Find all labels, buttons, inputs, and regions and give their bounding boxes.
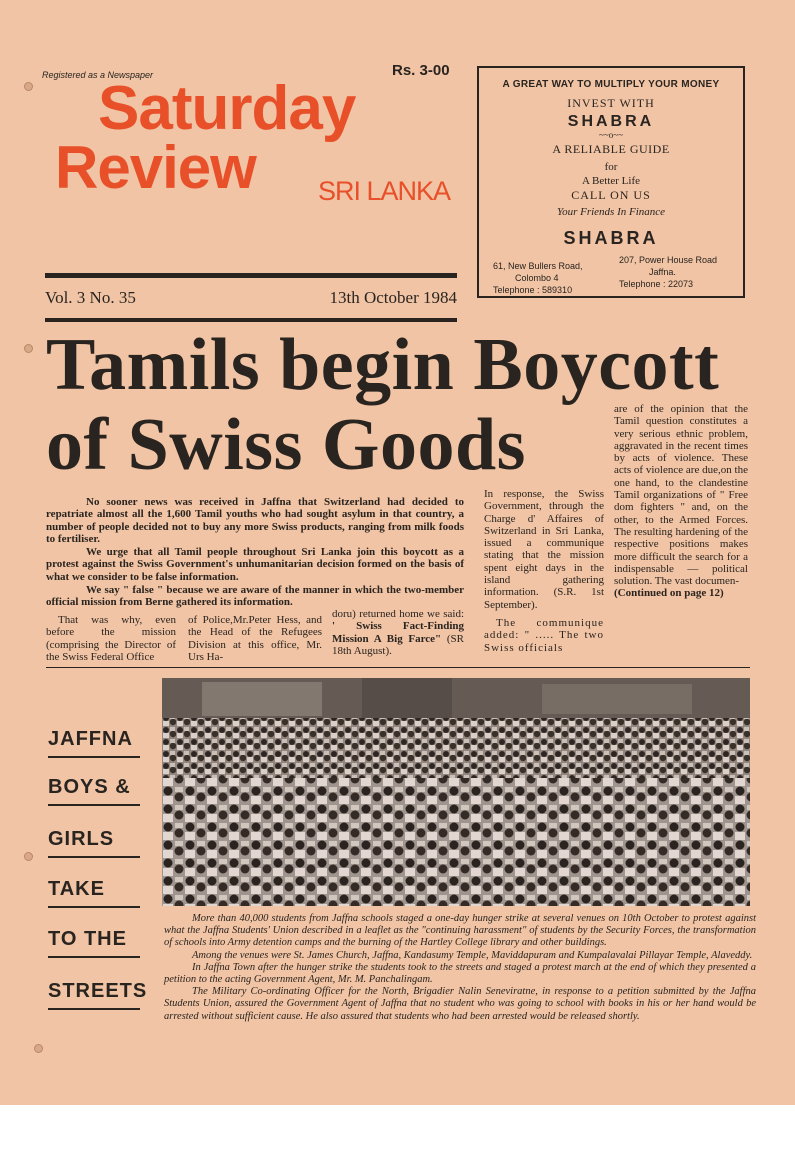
side-head-line: TAKE <box>48 878 105 900</box>
crowd-photo-graphic <box>162 678 750 906</box>
registered-notice: Registered as a Newspaper <box>42 70 154 80</box>
headline-line-1: Tamils begin Boycott <box>46 324 720 406</box>
issue-date: 13th October 1984 <box>329 288 457 307</box>
ad-guide: A RELIABLE GUIDE <box>552 142 670 156</box>
ad-call: CALL ON US <box>571 188 651 202</box>
ad-brand: SHABRA <box>567 113 655 130</box>
price: Rs. 3-00 <box>392 62 450 79</box>
continued-note: (Continued on page 12) <box>614 587 724 600</box>
volume-number: Vol. 3 No. 35 <box>45 288 136 307</box>
ad-friends: Your Friends In Finance <box>556 206 666 218</box>
story-column-5: are of the opinion that the Tamil question constitutes a very serious ethnic problem, aggravated in the recent times by acts of violence. These acts of violence are due,on the one hand, to the clandestine Tamil organizations of " Free dom fighters " and, on the other, to the Armed Forces. The resulting hardening of the respective positions makes more difficult the search for a indispensable — political solution. The vast documen- (Continued on page 12) <box>614 403 748 600</box>
lead-paragraph: No sooner news was received in Jaffna that Switzerland had decided to repatriate almost all the 1,600 Tamil youths who had sought asylum in that country, a number of people decided not to buy any more Swiss products, ranging from milk foods to fertiliser. <box>46 496 464 545</box>
story-column-4: In response, the Swiss Government, through the Charge d' Affaires of Switzerland in Sri Lanka, issued a communique stating that the mission spent eight days in the island gathering information. (S.R. 1st September). The communique added: " ..... The two Swiss officials <box>484 488 604 654</box>
side-head-line: STREETS <box>48 980 148 1002</box>
ad-invest: INVEST WITH <box>567 96 655 110</box>
lead-paragraph: We say " false " because we are aware of the manner in which the two-member official mission from Berne gathered its information. <box>46 584 464 609</box>
ad-tagline: A GREAT WAY TO MULTIPLY YOUR MONEY <box>502 79 720 90</box>
issue-rule <box>45 318 457 322</box>
masthead-country: SRI LANKA <box>318 176 451 206</box>
ad-brand-large: SHABRA <box>563 228 659 248</box>
student-protest-photo <box>162 678 750 906</box>
section-divider <box>46 667 750 668</box>
side-head-underline <box>48 906 140 908</box>
photo-caption <box>164 913 756 1023</box>
caption-paragraph: In Jaffna Town after the hunger strike the students took to the streets and staged a protest march at the end of which they presented a petition to the acting Government Agent, Mr. M. Panchalingam. <box>164 961 756 986</box>
punch-hole <box>24 82 33 91</box>
ad-ornament: ~~o~~ <box>599 130 623 140</box>
ad-for: for <box>604 161 618 173</box>
ad-better-life: A Better Life <box>581 175 641 187</box>
story-column-2: of Police,Mr.Peter Hess, and the Head of the Refugees Division at this office, Mr. Urs Ha- <box>188 614 322 663</box>
side-head-underline <box>48 856 140 858</box>
referenced-article-title: ' Swiss Fact-Finding Mission A Big Farce" <box>332 620 464 645</box>
side-head-line: TO THE <box>48 928 127 950</box>
shabra-advertisement <box>477 66 745 298</box>
lead-paragraphs <box>46 496 464 610</box>
side-head-underline <box>48 956 140 958</box>
side-head-underline <box>48 1008 140 1010</box>
ad-address-colombo: 61, New Bullers Road, Colombo 4 Telephone : 589310 <box>493 261 583 295</box>
side-head-line: GIRLS <box>48 828 115 850</box>
side-head-underline <box>48 756 140 758</box>
masthead-title-saturday: Saturday <box>98 74 356 143</box>
punch-hole <box>34 1044 43 1053</box>
caption-paragraph: More than 40,000 students from Jaffna schools staged a one-day hunger strike at several venues on 10th October to protest against what the Jaffna Students' Union described in a leaflet as the "continuing harassment" of students by the Security Forces, the transformation of schools into Army detention camps and the burning of the Hartley College library and other buildings. <box>164 913 756 949</box>
side-head-line: JAFFNA <box>48 728 133 750</box>
masthead-rule <box>45 273 457 278</box>
masthead-title-review: Review <box>55 134 256 201</box>
issue-line <box>45 288 457 308</box>
caption-paragraph: The Military Co-ordinating Officer for the North, Brigadier Nalin Seneviratne, in response to a petition submitted by the Jaffna Students Union, assured the Government Agent of Jaffna that no student who was going to school with books in his or her hand would be arrested without sufficient cause. He also assured that students who had been arrested would be released shortly. <box>164 986 756 1022</box>
punch-hole <box>24 852 33 861</box>
lead-paragraph: We urge that all Tamil people throughout Sri Lanka join this boycott as a protest against the Swiss Government's unhumanitarian decision formed on the basis of what we consider to be false information. <box>46 546 464 583</box>
side-head-line: BOYS & <box>48 776 131 798</box>
caption-paragraph: Among the venues were St. James Church, Jaffna, Kandasumy Temple, Maviddapuram and Kumpalavalai Pillayar Temple, Alaveddy. <box>192 949 753 961</box>
punch-hole <box>24 344 33 353</box>
story-column-3: doru) returned home we said: ' Swiss Fact-Finding Mission A Big Farce" (SR 18th August). <box>332 608 464 657</box>
ad-address-jaffna: 207, Power House Road Jaffna. Telephone : 22073 <box>619 255 718 289</box>
story-column-1: That was why, even before the mission (comprising the Director of the Swiss Federal Office <box>46 614 176 663</box>
headline-line-2: of Swiss Goods <box>46 404 526 486</box>
side-head-underline <box>48 804 140 806</box>
